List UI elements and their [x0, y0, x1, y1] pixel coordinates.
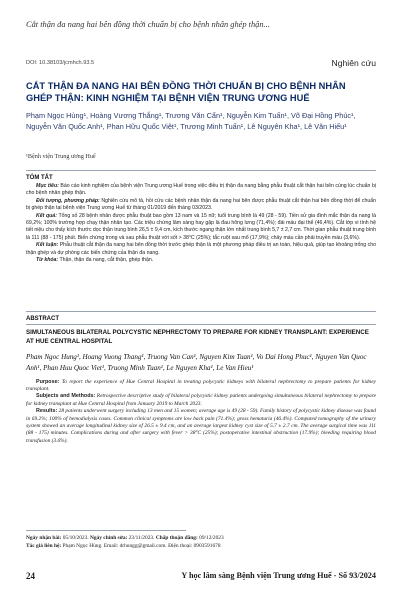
paragraph-label: Kết luận: [36, 242, 59, 249]
paragraph-text: Báo cáo kinh nghiệm của bệnh viện Trung ương Huế trong việc điều trị thận đa nang bằng phẫu thuật cắt thận hai bên cùng lúc chuẩn bị cho bệnh nhân ghép thận. [26, 183, 376, 197]
paragraph-label: Từ khóa: [36, 257, 59, 264]
paragraph-label: Purpose: [36, 378, 60, 385]
paragraph-text: Phẫu thuật cắt thận đa nang hai bên đồng thời trước ghép thận là một phương pháp điều trị an toàn, hiệu quả, giúp tạo khoảng trống cho thận ghép và dự phòng các biến chứng của thận đa nang. [26, 242, 376, 256]
divider [26, 324, 376, 325]
paragraph-text: Thận, thận đa nang, cắt thận, ghép thận. [59, 257, 154, 264]
abstract-paragraph [26, 393, 376, 408]
received-label: Ngày nhận bài: [26, 535, 62, 541]
revised-date: 23/11/2023. [128, 535, 155, 541]
author-list: Phạm Ngọc Hùng¹, Hoàng Vương Thắng¹, Trương Văn Cẩn¹, Nguyễn Kim Tuấn¹, Võ Đại Hồng Phúc¹, Nguyễn Văn Quốc Anh¹, Phan Hữu Quốc Việt¹, Trương Minh Tuấn¹, Lê Nguyên Kha¹, Lê Văn Hiếu¹ [26, 111, 356, 132]
corresponding-line [26, 542, 376, 550]
paragraph-text: 28 patients underwent surgery including 13 men and 15 women; average age is 49 (28 - 59). Family history of polycystic kidney disease was found in 69.2%; 100% of hemodialysis cases. Common clinical symptoms are low back pain (71.4%); gross hematuria (46.4%). Computed tomography of the urinary system showed an average longitudinal kidney size of 26.5 ± 9.4 cm, and an average largest kidney cyst size of 5.7 ± 2.7 cm. The average surgical time was 111 (88 - 175) minutes. Complications during and after surgery with fever > 38°C (25%); postoperative intestinal obstruction (17.9%); bleeding requiring blood transfusion (3.6%). [26, 408, 376, 444]
abstract-heading-en: ABSTRACT [26, 316, 59, 322]
abstract-heading-vn: TÓM TẮT [26, 175, 53, 181]
divider [26, 311, 376, 312]
english-title: SIMULTANEOUS BILATERAL POLYCYSTIC NEPHRECTOMY TO PREPARE FOR KIDNEY TRANSPLANT: EXPERIENCE AT HUE CENTRAL HOSPITAL [26, 329, 369, 345]
paragraph-label: Đối tượng, phương pháp: [36, 197, 100, 204]
article-title: CẮT THẬN ĐA NANG HAI BÊN ĐỒNG THỜI CHUẨN BỊ CHO BỆNH NHÂN GHÉP THẬN: KINH NGHIỆM TẠI BỆNH VIỆN TRUNG ƯƠNG HUẾ [26, 81, 346, 103]
affiliation: ¹Bệnh viện Trung ương Huế [26, 153, 96, 160]
page-number: 24 [26, 571, 35, 581]
accepted-label: Chấp thuận đăng: [155, 535, 198, 541]
accepted-date: 09/12/2023 [199, 535, 224, 541]
received-date: 05/10/2023. [62, 535, 89, 541]
keywords [26, 257, 376, 264]
corresponding-label: Tác giả liên hệ: [26, 543, 62, 549]
article-dates [26, 530, 376, 550]
abstract-paragraph [26, 242, 376, 257]
abstract-paragraph [26, 408, 376, 445]
section-label: Nghiên cứu [331, 58, 376, 68]
paragraph-label: Subjects and Methods: [36, 393, 96, 400]
divider [26, 530, 186, 531]
date-line [26, 534, 376, 542]
revised-label: Ngày chỉnh sửa: [89, 535, 128, 541]
paragraph-label: Mục tiêu: [36, 183, 59, 189]
paragraph-text: Retrospective descriptive study of bilateral polycystic kidney patients undergoing simultaneous bilateral nephrectomy to prepare for kidney transplant at Hue Central Hospital from January 2019 to March 2023. [26, 393, 376, 407]
doi[interactable]: DOI: 10.38103/jcmhch.93.5 [26, 60, 95, 66]
abstract-paragraph [26, 183, 376, 198]
running-head: Cắt thận đa nang hai bên đồng thời chuẩn bị cho bệnh nhân ghép thận... [26, 20, 270, 29]
english-author-list: Pham Ngoc Hung¹, Hoang Vuong Thang¹, Truong Van Can¹, Nguyen Kim Tuan¹, Vo Dai Hong Phuc¹, Nguyen Van Quoc Anh¹, Phan Huu Quoc Viet¹, Truong Minh Tuan¹, Le Nguyen Kha¹, Le Van Hieu¹ [26, 353, 367, 372]
meta-row [26, 58, 376, 70]
vietnamese-abstract [26, 170, 376, 264]
paragraph-label: Kết quả: [36, 212, 57, 219]
abstract-paragraph [26, 198, 376, 213]
divider [26, 170, 376, 171]
paragraph-text: Tổng số 28 bệnh nhân được phẫu thuật bao gồm 13 nam và 15 nữ; tuổi trung bình là 49 (28 - 59). Tiền sử gia đình mắc thận đa nang là 69,2%; 100% trường hợp chạy thận nhân tạo. Các triệu chứng lâm sàng hay gặp là đau hông lưng (71,4%); đái máu đại thể (46,4%). Cắt lớp vi tính hệ tiết niệu cho thấy kích thước dọc thận trung bình 26,5 ± 9,4 cm, kích thước ngang thận lớn nhất trung bình 5,7 ± 2,7 cm. Thời gian phẫu thuật trung bình là 111 (88 - 175) phút. Biến chứng trong và sau phẫu thuật với sốt > 38°C (25%); tắc ruột sau mổ (17,9%); chảy máu cần phải truyền máu (3,6%). [26, 212, 377, 241]
page-footer [26, 571, 376, 585]
journal-name: Y học lâm sàng Bệnh viện Trung ương Huế - Số 93/2024 [181, 571, 376, 580]
abstract-paragraph [26, 213, 376, 243]
corresponding-author: Phạm Ngọc Hùng. Email: drhungg@gmail.com. Điện thoại: 0903591678 [62, 543, 221, 549]
paragraph-label: Results: [36, 408, 58, 415]
abstract-paragraph [26, 379, 376, 394]
paragraph-text: Nghiên cứu mô tả, hồi cứu các bệnh nhân thận đa nang hai bên được phẫu thuật cắt thận hai bên đồng thời để chuẩn bị ghép thận tại bệnh viện Trung ương Huế từ tháng 01/2019 đến tháng 03/2023. [26, 197, 376, 212]
paragraph-text: To report the experience of Hue Central Hospital in treating polycystic kidneys with bilateral nephrectomy to prepare patients for kidney transplant. [26, 378, 376, 392]
english-abstract [26, 311, 376, 445]
